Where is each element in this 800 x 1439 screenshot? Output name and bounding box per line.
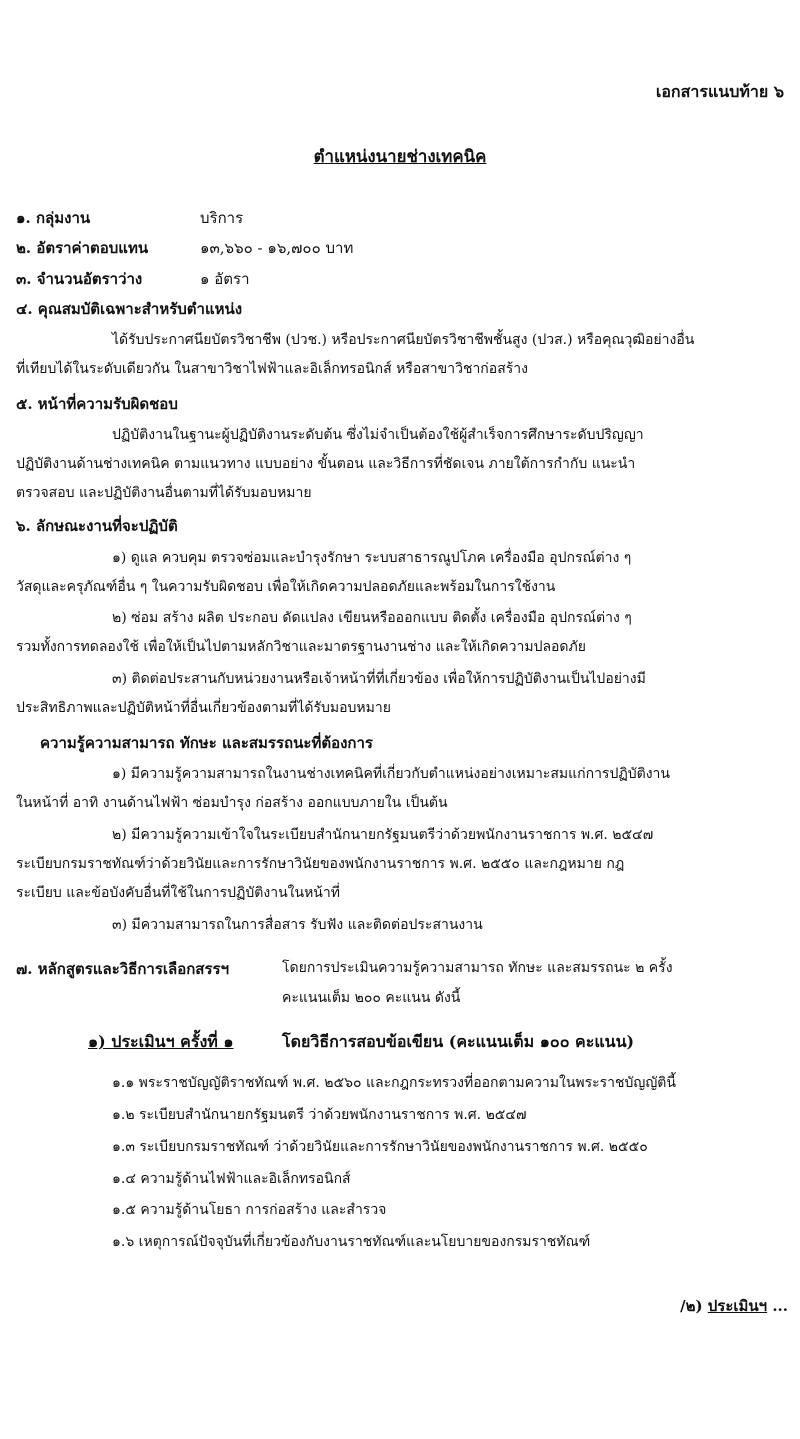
skill-item-2a: ๒) มีความรู้ความเข้าใจในระเบียบสำนักนายกรัฐมนตรีว่าด้วยพนักงานราชการ พ.ศ. ๒๕๔๗ [112, 827, 654, 843]
work-item-3a: ๓) ติดต่อประสานกับหน่วยงานหรือเจ้าหน้าที่ที่เกี่ยวข้อง เพื่อให้การปฏิบัติงานเป็นไปอย่างมี [112, 671, 646, 687]
round-method: โดยวิธีการสอบข้อเขียน (คะแนนเต็ม ๑๐๐ คะแนน) [282, 1032, 635, 1051]
attachment-label: เอกสารแนบท้าย ๖ [655, 82, 784, 101]
duty-line-3: ตรวจสอบ และปฏิบัติงานอื่นตามที่ได้รับมอบหมาย [16, 485, 312, 501]
duty-line-1: ปฏิบัติงานในฐานะผู้ปฏิบัติงานระดับต้น ซึ่งไม่จำเป็นต้องใช้ผู้สำเร็จการศึกษาระดับปริญญา [112, 427, 644, 443]
topic-1: ๑.๑ พระราชบัญญัติราชทัณฑ์ พ.ศ. ๒๕๖๐ และกฎกระทรวงที่ออกตามความในพระราชบัญญัตินี้ [112, 1075, 676, 1091]
duty-heading: ๕. หน้าที่ความรับผิดชอบ [16, 395, 178, 413]
topic-3: ๑.๓ ระเบียบกรมราชทัณฑ์ ว่าด้วยวินัยและการรักษาวินัยของพนักงานราชการ พ.ศ. ๒๕๕๐ [112, 1139, 648, 1155]
qualification-line-1: ได้รับประกาศนียบัตรวิชาชีพ (ปวช.) หรือประกาศนียบัตรวิชาชีพชั้นสูง (ปวส.) หรือคุณวุฒิอย่างอื่น [112, 332, 695, 348]
skill-heading: ความรู้ความสามารถ ทักษะ และสมรรถนะที่ต้องการ [40, 734, 373, 752]
skill-item-1b: ในหน้าที่ อาทิ งานด้านไฟฟ้า ซ่อมบำรุง ก่อสร้าง ออกแบบภายใน เป็นต้น [16, 795, 448, 811]
pay-value: ๑๓,๖๖๐ - ๑๖,๗๐๐ บาท [200, 239, 354, 257]
duty-line-2: ปฏิบัติงานด้านช่างเทคนิค ตามแนวทาง แบบอย่าง ขั้นตอน และวิธีการที่ชัดเจน ภายใต้การกำกับ แนะนำ [16, 456, 636, 472]
continuation-link: ประเมินฯ [707, 1297, 768, 1315]
continuation-note [680, 1294, 788, 1318]
page-title: ตำแหน่งนายช่างเทคนิค [313, 146, 487, 166]
vacancy-value: ๑ อัตรา [200, 270, 250, 288]
work-heading: ๖. ลักษณะงานที่จะปฏิบัติ [16, 517, 178, 535]
qualification-heading: ๔. คุณสมบัติเฉพาะสำหรับตำแหน่ง [16, 300, 243, 318]
topic-5: ๑.๕ ความรู้ด้านโยธา การก่อสร้าง และสำรวจ [112, 1202, 387, 1218]
topic-6: ๑.๖ เหตุการณ์ปัจจุบันที่เกี่ยวข้องกับงานราชทัณฑ์และนโยบายของกรมราชทัณฑ์ [112, 1234, 591, 1250]
work-item-2b: รวมทั้งการทดลองใช้ เพื่อให้เป็นไปตามหลักวิชาและมาตรฐานงานช่าง และให้เกิดความปลอดภัย [16, 639, 586, 655]
work-item-1a: ๑) ดูแล ควบคุม ตรวจซ่อมและบำรุงรักษา ระบบสาธารณูปโภค เครื่องมือ อุปกรณ์ต่าง ๆ [112, 550, 632, 566]
group-label: ๑. กลุ่มงาน [16, 209, 91, 227]
work-item-2a: ๒) ซ่อม สร้าง ผลิต ประกอบ ดัดแปลง เขียนหรือออกแบบ ติดตั้ง เครื่องมือ อุปกรณ์ต่าง ๆ [112, 610, 632, 626]
skill-item-2c: ระเบียบ และข้อบังคับอื่นที่ใช้ในการปฏิบัติงานในหน้าที่ [16, 885, 340, 901]
work-item-3b: ประสิทธิภาพและปฏิบัติหน้าที่อื่นเกี่ยวข้องตามที่ได้รับมอบหมาย [16, 700, 391, 716]
topic-2: ๑.๒ ระเบียบสำนักนายกรัฐมนตรี ว่าด้วยพนักงานราชการ พ.ศ. ๒๕๔๗ [112, 1107, 527, 1123]
vacancy-label: ๓. จำนวนอัตราว่าง [16, 270, 143, 288]
topic-4: ๑.๔ ความรู้ด้านไฟฟ้าและอิเล็กทรอนิกส์ [112, 1171, 351, 1187]
group-value: บริการ [200, 209, 244, 227]
work-item-1b: วัสดุและครุภัณฑ์อื่น ๆ ในความรับผิดชอบ เพื่อให้เกิดความปลอดภัยและพร้อมในการใช้งาน [16, 579, 556, 595]
round-label: ๑) ประเมินฯ ครั้งที่ ๑ [88, 1032, 234, 1051]
selection-heading: ๗. หลักสูตรและวิธีการเลือกสรรฯ [16, 960, 229, 978]
continuation-prefix: /๒) [680, 1297, 708, 1315]
continuation-suffix: ... [767, 1297, 788, 1315]
skill-item-2b: ระเบียบกรมราชทัณฑ์ว่าด้วยวินัยและการรักษาวินัยของพนักงานราชการ พ.ศ. ๒๕๕๐ และกฎหมาย กฎ [16, 856, 625, 872]
qualification-line-2: ที่เทียบได้ในระดับเดียวกัน ในสาขาวิชาไฟฟ้าและอิเล็กทรอนิกส์ หรือสาขาวิชาก่อสร้าง [16, 361, 528, 377]
selection-line-2: คะแนนเต็ม ๒๐๐ คะแนน ดังนี้ [282, 990, 461, 1006]
pay-label: ๒. อัตราค่าตอบแทน [16, 239, 149, 257]
skill-item-1a: ๑) มีความรู้ความสามารถในงานช่างเทคนิคที่เกี่ยวกับตำแหน่งอย่างเหมาะสมแก่การปฏิบัติงาน [112, 766, 670, 782]
skill-item-3: ๓) มีความสามารถในการสื่อสาร รับฟัง และติดต่อประสานงาน [112, 917, 483, 933]
selection-line-1: โดยการประเมินความรู้ความสามารถ ทักษะ และสมรรถนะ ๒ ครั้ง [282, 960, 673, 976]
